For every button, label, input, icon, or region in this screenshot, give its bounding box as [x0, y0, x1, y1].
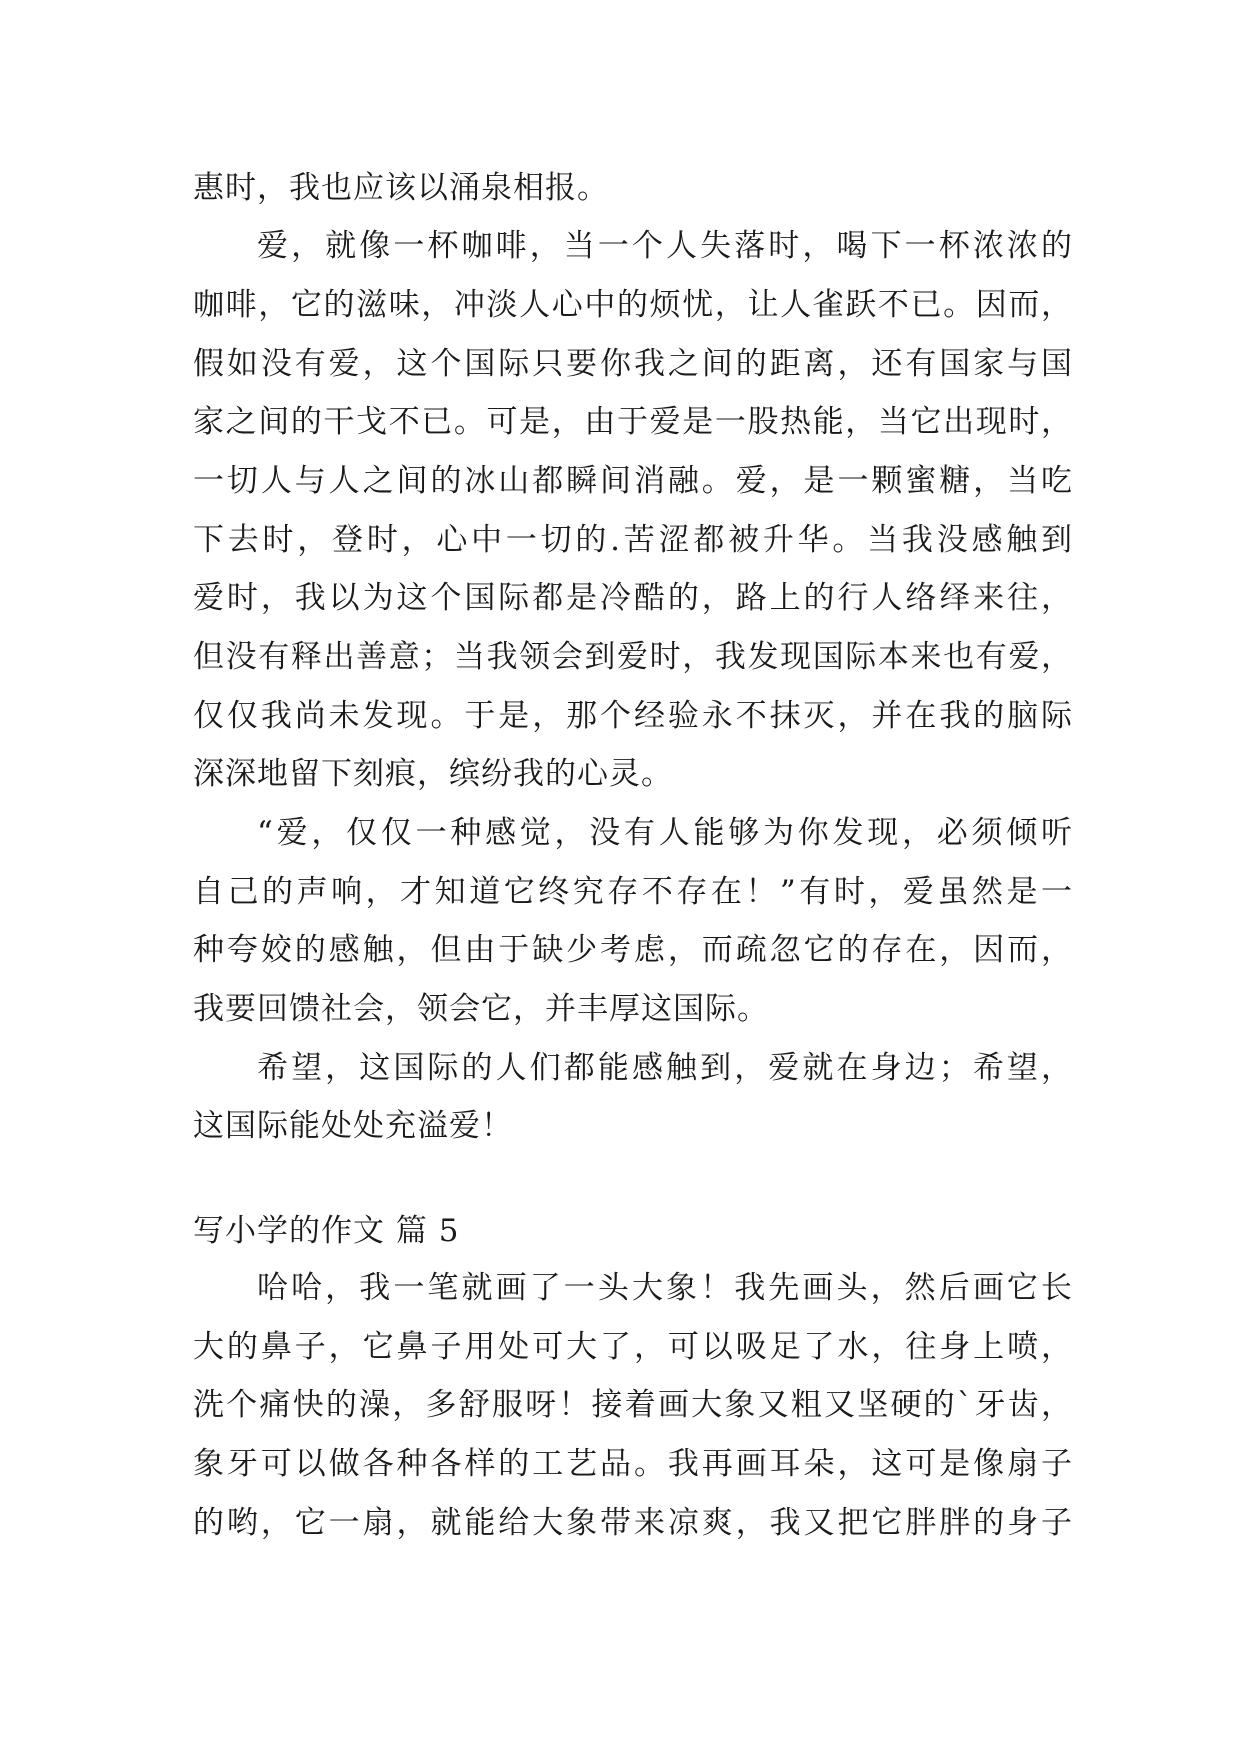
- text-line: 的哟，它一扇，就能给大象带来凉爽，我又把它胖胖的身子: [193, 1505, 1073, 1541]
- text-line: 象牙可以做各种各样的工艺品。我再画耳朵，这可是像扇子: [193, 1446, 1073, 1482]
- text-line: 爱时，我以为这个国际都是冷酷的，路上的行人络绎来往，: [193, 580, 1073, 616]
- paragraph-first-line: 希望，这国际的人们都能感触到，爱就在身边；希望，: [257, 1050, 1073, 1086]
- text-line: 一切人与人之间的冰山都瞬间消融。爱，是一颗蜜糖，当吃: [193, 463, 1073, 499]
- text-line: 仅仅我尚未发现。于是，那个经验永不抹灭，并在我的脑际: [193, 698, 1073, 734]
- text-line: 种夸姣的感触，但由于缺少考虑，而疏忽它的存在，因而，: [193, 932, 1073, 968]
- text-line: 我要回馈社会，领会它，并丰厚这国际。: [193, 991, 769, 1027]
- text-line: 下去时，登时，心中一切的.苦涩都被升华。当我没感触到: [193, 522, 1073, 558]
- paragraph-first-line: 哈哈，我一笔就画了一头大象！我先画头，然后画它长: [257, 1270, 1073, 1306]
- text-line: 大的鼻子，它鼻子用处可大了，可以吸足了水，往身上喷，: [193, 1329, 1073, 1365]
- text-line: 这国际能处处充溢爱！: [193, 1108, 513, 1144]
- paragraph-first-line: “爱，仅仅一种感觉，没有人能够为你发现，必须倾听: [257, 815, 1073, 851]
- text-line: 假如没有爱，这个国际只要你我之间的距离，还有国家与国: [193, 346, 1073, 382]
- text-line: 洗个痛快的澡，多舒服呀！接着画大象又粗又坚硬的`牙齿，: [193, 1387, 1073, 1423]
- text-line: 咖啡，它的滋味，冲淡人心中的烦忧，让人雀跃不已。因而，: [193, 287, 1073, 323]
- text-line: 深深地留下刻痕，缤纷我的心灵。: [193, 756, 673, 792]
- section-heading: 写小学的作文 篇 5: [193, 1213, 460, 1249]
- text-line: 惠时，我也应该以涌泉相报。: [193, 170, 609, 206]
- paragraph-first-line: 爱，就像一杯咖啡，当一个人失落时，喝下一杯浓浓的: [257, 228, 1073, 264]
- text-line: 自己的声响，才知道它终究存不存在！”有时，爱虽然是一: [193, 874, 1073, 910]
- text-line: 家之间的干戈不已。可是，由于爱是一股热能，当它出现时，: [193, 404, 1073, 440]
- text-line: 但没有释出善意；当我领会到爱时，我发现国际本来也有爱，: [193, 639, 1073, 675]
